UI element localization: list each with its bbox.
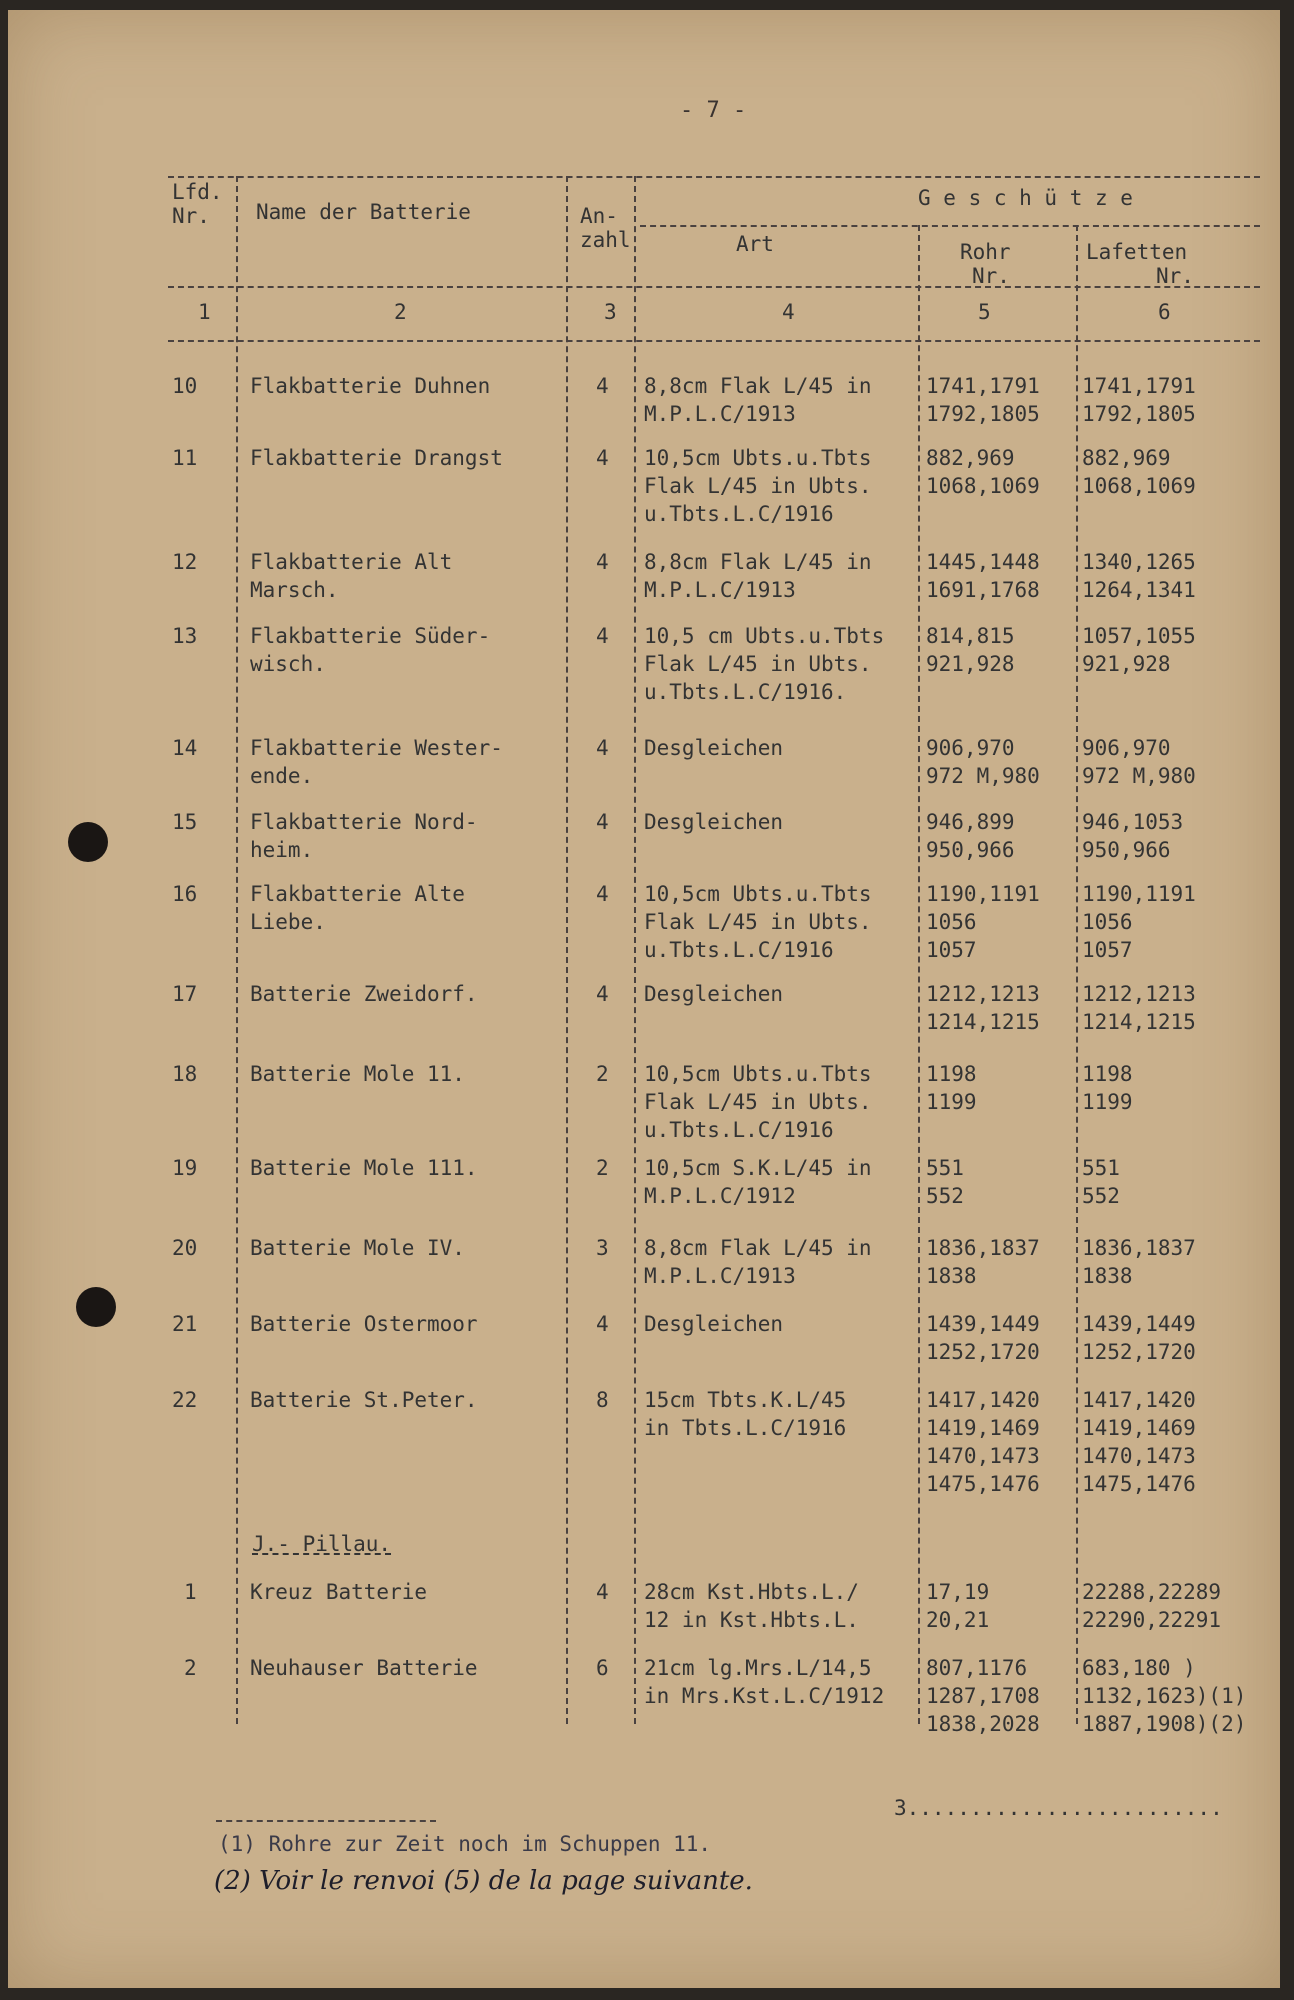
table-row-art-line: Flak L/45 in Ubts. — [644, 910, 872, 934]
pillau-row-anzahl-line: 4 — [596, 1580, 609, 1604]
pillau-row-nr-line: 1 — [184, 1580, 197, 1604]
table-row-lafetten-nr-line: 1214,1215 — [1082, 1010, 1196, 1034]
table-row-anzahl — [596, 622, 609, 650]
table-row-name-line: Batterie St.Peter. — [250, 1388, 478, 1412]
table-row-name — [250, 1310, 478, 1338]
table-row-anzahl — [596, 808, 609, 836]
table-row-rohr-nr — [926, 622, 1015, 678]
pillau-row-rohr-nr-line: 807,1176 — [926, 1656, 1028, 1680]
header-bottom-rule — [168, 340, 1260, 342]
table-row-rohr-nr — [926, 1310, 1040, 1366]
header-art: Art — [736, 232, 774, 256]
table-row-lafetten-nr-line: 1741,1791 — [1082, 374, 1196, 398]
table-row-lafetten-nr-line: 1198 — [1082, 1062, 1133, 1086]
pillau-row-name-line: Kreuz Batterie — [250, 1580, 428, 1604]
table-row-rohr-nr-line: 1057 — [926, 938, 977, 962]
table-row-anzahl-line: 4 — [596, 446, 609, 470]
table-row-lafetten-nr-line: 1068,1069 — [1082, 474, 1196, 498]
table-row-anzahl — [596, 444, 609, 472]
table-row-nr-line: 10 — [172, 374, 198, 398]
table-row-lafetten-nr — [1082, 548, 1196, 604]
table-row-art-line: Flak L/45 in Ubts. — [644, 1090, 872, 1114]
pillau-row-rohr-nr-line: 1838,2028 — [926, 1712, 1040, 1736]
table-row-nr-line: 15 — [172, 810, 198, 834]
table-row-art-line: 10,5cm Ubts.u.Tbts — [644, 446, 872, 470]
footnote-rule — [216, 1820, 436, 1822]
pillau-row-lafetten-nr-line: 1132,1623)(1) — [1082, 1684, 1247, 1708]
header-geschuetze: G e s c h ü t z e — [918, 186, 1133, 210]
table-row-lafetten-nr-line: 1340,1265 — [1082, 550, 1196, 574]
table-row-rohr-nr-line: 1252,1720 — [926, 1340, 1040, 1364]
table-row-nr — [172, 1154, 197, 1182]
table-row-art — [644, 372, 872, 428]
table-row-anzahl — [596, 880, 609, 908]
column-divider-4 — [918, 225, 920, 1724]
table-row-rohr-nr-line: 882,969 — [926, 446, 1015, 470]
pillau-row-art-line: 28cm Kst.Hbts.L./ — [644, 1580, 859, 1604]
column-divider-5 — [1076, 225, 1078, 1724]
table-row-art — [644, 808, 783, 836]
table-row-anzahl — [596, 1310, 609, 1338]
table-row-art-line: u.Tbts.L.C/1916 — [644, 938, 834, 962]
table-row-name-line: heim. — [250, 838, 314, 862]
table-row-rohr-nr — [926, 444, 1040, 500]
table-row-name — [250, 980, 478, 1008]
table-row-lafetten-nr — [1082, 622, 1196, 678]
table-row-rohr-nr-line: 1838 — [926, 1264, 977, 1288]
pillau-row-lafetten-nr-line: 22288,22289 — [1082, 1580, 1222, 1604]
table-row-rohr-nr-line: 1792,1805 — [926, 402, 1040, 426]
table-row-name-line: Flakbatterie Süder- — [250, 624, 491, 648]
table-row-art-line: M.P.L.C/1913 — [644, 1264, 796, 1288]
table-row-nr — [172, 808, 197, 836]
table-row-nr-line: 17 — [172, 982, 198, 1006]
table-row-rohr-nr-line: 1212,1213 — [926, 982, 1040, 1006]
table-row-nr-line: 21 — [172, 1312, 198, 1336]
table-row-anzahl-line: 4 — [596, 982, 609, 1006]
table-row-art-line: 10,5cm S.K.L/45 in — [644, 1156, 872, 1180]
table-row-lafetten-nr-line: 1417,1420 — [1082, 1388, 1196, 1412]
col-number-2: 2 — [394, 300, 407, 324]
table-row-nr — [172, 372, 197, 400]
table-row-lafetten-nr-line: 1419,1469 — [1082, 1416, 1196, 1440]
table-row-rohr-nr — [926, 372, 1040, 428]
table-row-name-line: Flakbatterie Alte — [250, 882, 465, 906]
table-row-art-line: M.P.L.C/1912 — [644, 1184, 796, 1208]
table-row-lafetten-nr-line: 921,928 — [1082, 652, 1171, 676]
table-row-name-line: Flakbatterie Alt — [250, 550, 453, 574]
table-row-anzahl — [596, 372, 609, 400]
table-row-anzahl-line: 4 — [596, 624, 609, 648]
table-row-lafetten-nr-line: 946,1053 — [1082, 810, 1184, 834]
table-row-lafetten-nr-line: 882,969 — [1082, 446, 1171, 470]
header-anzahl: An- zahl — [580, 204, 631, 252]
table-row-rohr-nr — [926, 980, 1040, 1036]
table-row-art-line: Desgleichen — [644, 982, 784, 1006]
table-row-rohr-nr-line: 1068,1069 — [926, 474, 1040, 498]
table-row-name — [250, 1060, 465, 1088]
table-row-lafetten-nr-line: 1199 — [1082, 1090, 1133, 1114]
table-row-nr — [172, 622, 197, 650]
table-row-lafetten-nr-line: 1057 — [1082, 938, 1133, 962]
table-row-lafetten-nr-line: 552 — [1082, 1184, 1120, 1208]
table-row-art-line: 10,5cm Ubts.u.Tbts — [644, 882, 872, 906]
table-row-lafetten-nr-line: 1057,1055 — [1082, 624, 1196, 648]
table-row-name — [250, 372, 490, 400]
table-row-art-line: M.P.L.C/1913 — [644, 578, 796, 602]
table-row-nr — [172, 1310, 197, 1338]
table-row-art-line: in Tbts.L.C/1916 — [644, 1416, 847, 1440]
table-row-lafetten-nr-line: 906,970 — [1082, 736, 1171, 760]
table-row-art-line: Desgleichen — [644, 810, 784, 834]
pillau-row-lafetten-nr-line: 22290,22291 — [1082, 1608, 1222, 1632]
table-row-art-line: 10,5cm Ubts.u.Tbts — [644, 1062, 872, 1086]
table-row-art-line: Desgleichen — [644, 1312, 784, 1336]
table-row-rohr-nr-line: 1199 — [926, 1090, 977, 1114]
table-row-art — [644, 1234, 872, 1290]
table-row-name-line: Batterie Mole IV. — [250, 1236, 465, 1260]
table-row-nr — [172, 1234, 197, 1262]
table-row-nr-line: 13 — [172, 624, 198, 648]
page-number: - 7 - — [680, 98, 747, 123]
table-row-nr-line: 16 — [172, 882, 198, 906]
table-row-art-line: u.Tbts.L.C/1916. — [644, 680, 847, 704]
table-row-name-line: wisch. — [250, 652, 326, 676]
pillau-row-nr — [184, 1578, 197, 1606]
table-row-lafetten-nr — [1082, 808, 1183, 864]
table-row-anzahl-line: 4 — [596, 810, 609, 834]
table-row-rohr-nr-line: 950,966 — [926, 838, 1015, 862]
table-row-name-line: Batterie Ostermoor — [250, 1312, 478, 1336]
table-row-lafetten-nr-line: 950,966 — [1082, 838, 1171, 862]
pillau-row-lafetten-nr — [1082, 1578, 1221, 1634]
pillau-row-rohr-nr — [926, 1654, 1040, 1738]
table-row-rohr-nr — [926, 1386, 1040, 1498]
table-row-lafetten-nr-line: 1836,1837 — [1082, 1236, 1196, 1260]
table-row-name-line: ende. — [250, 764, 314, 788]
table-row-lafetten-nr-line: 1264,1341 — [1082, 578, 1196, 602]
table-row-art-line: 15cm Tbts.K.L/45 — [644, 1388, 847, 1412]
pillau-row-name — [250, 1654, 478, 1682]
table-row-anzahl — [596, 980, 609, 1008]
table-row-art-line: Flak L/45 in Ubts. — [644, 474, 872, 498]
header-lfd-nr: Lfd. Nr. — [172, 180, 223, 228]
table-row-lafetten-nr — [1082, 880, 1196, 964]
col-number-5: 5 — [978, 300, 991, 324]
geschuetze-underline-rule — [640, 225, 1260, 227]
table-row-lafetten-nr-line: 1212,1213 — [1082, 982, 1196, 1006]
table-row-nr-line: 18 — [172, 1062, 198, 1086]
table-row-rohr-nr-line: 921,928 — [926, 652, 1015, 676]
table-row-name-line: Liebe. — [250, 910, 326, 934]
column-divider-1 — [236, 176, 238, 1724]
table-row-lafetten-nr — [1082, 980, 1196, 1036]
pillau-row-lafetten-nr-line: 1887,1908)(2) — [1082, 1712, 1247, 1736]
table-row-lafetten-nr — [1082, 734, 1196, 790]
table-row-nr — [172, 1060, 197, 1088]
table-row-rohr-nr-line: 1198 — [926, 1062, 977, 1086]
table-row-name-line: Flakbatterie Duhnen — [250, 374, 491, 398]
table-row-lafetten-nr — [1082, 372, 1196, 428]
table-row-lafetten-nr-line: 1475,1476 — [1082, 1472, 1196, 1496]
table-row-rohr-nr-line: 1470,1473 — [926, 1444, 1040, 1468]
table-row-anzahl-line: 4 — [596, 374, 609, 398]
table-row-name — [250, 622, 490, 678]
pillau-row-anzahl-line: 6 — [596, 1656, 609, 1680]
table-row-lafetten-nr-line: 1056 — [1082, 910, 1133, 934]
pillau-row-anzahl — [596, 1654, 609, 1682]
table-row-rohr-nr-line: 1836,1837 — [926, 1236, 1040, 1260]
table-row-name-line: Batterie Mole 111. — [250, 1156, 478, 1180]
table-row-anzahl — [596, 1154, 609, 1182]
table-row-nr-line: 20 — [172, 1236, 198, 1260]
table-row-rohr-nr — [926, 808, 1015, 864]
table-row-name — [250, 808, 478, 864]
pillau-row-art-line: 21cm lg.Mrs.L/14,5 — [644, 1656, 872, 1680]
table-row-art-line: 8,8cm Flak L/45 in — [644, 1236, 872, 1260]
table-row-lafetten-nr-line: 551 — [1082, 1156, 1120, 1180]
table-row-art-line: u.Tbts.L.C/1916 — [644, 502, 834, 526]
table-row-lafetten-nr — [1082, 1386, 1196, 1498]
table-row-nr-line: 14 — [172, 736, 198, 760]
col-number-1: 1 — [198, 300, 211, 324]
table-row-nr-line: 22 — [172, 1388, 198, 1412]
table-row-anzahl — [596, 548, 609, 576]
footnote-2-handwritten: (2) Voir le renvoi (5) de la page suivante. — [214, 1866, 753, 1896]
pillau-row-rohr-nr — [926, 1578, 989, 1634]
table-row-rohr-nr-line: 1419,1469 — [926, 1416, 1040, 1440]
table-row-art — [644, 734, 783, 762]
table-row-nr-line: 19 — [172, 1156, 198, 1180]
table-row-rohr-nr-line: 1056 — [926, 910, 977, 934]
table-row-name — [250, 444, 503, 472]
table-row-art-line: 8,8cm Flak L/45 in — [644, 374, 872, 398]
table-row-lafetten-nr-line: 1439,1449 — [1082, 1312, 1196, 1336]
table-row-name — [250, 1154, 478, 1182]
col-number-6: 6 — [1158, 300, 1171, 324]
table-row-lafetten-nr — [1082, 1234, 1196, 1290]
table-row-anzahl-line: 4 — [596, 1312, 609, 1336]
pillau-row-art-line: 12 in Kst.Hbts.L. — [644, 1608, 859, 1632]
table-row-rohr-nr-line: 551 — [926, 1156, 964, 1180]
table-row-anzahl-line: 2 — [596, 1062, 609, 1086]
table-row-rohr-nr-line: 906,970 — [926, 736, 1015, 760]
pillau-row-rohr-nr-line: 1287,1708 — [926, 1684, 1040, 1708]
table-row-name-line: Batterie Zweidorf. — [250, 982, 478, 1006]
table-row-art — [644, 1154, 872, 1210]
table-row-name-line: Flakbatterie Nord- — [250, 810, 478, 834]
table-row-rohr-nr-line: 946,899 — [926, 810, 1015, 834]
table-row-rohr-nr — [926, 1234, 1040, 1290]
table-row-art — [644, 880, 872, 964]
pillau-row-name-line: Neuhauser Batterie — [250, 1656, 478, 1680]
header-rohr-nr: Rohr Nr. — [960, 240, 1011, 288]
table-row-art-line: 10,5 cm Ubts.u.Tbts — [644, 624, 885, 648]
table-row-lafetten-nr — [1082, 1310, 1196, 1366]
table-row-art — [644, 1060, 872, 1144]
table-row-rohr-nr-line: 972 M,980 — [926, 764, 1040, 788]
table-row-lafetten-nr-line: 1190,1191 — [1082, 882, 1196, 906]
header-name-der-batterie: Name der Batterie — [256, 200, 471, 224]
pillau-row-rohr-nr-line: 17,19 — [926, 1580, 990, 1604]
pillau-row-nr — [184, 1654, 197, 1682]
footnote-1: (1) Rohre zur Zeit noch im Schuppen 11. — [218, 1832, 712, 1856]
table-row-name-line: Batterie Mole 11. — [250, 1062, 465, 1086]
table-row-lafetten-nr-line: 972 M,980 — [1082, 764, 1196, 788]
table-row-anzahl — [596, 1386, 609, 1414]
continuation-marker: 3......................... — [894, 1796, 1223, 1820]
table-row-art-line: 8,8cm Flak L/45 in — [644, 550, 872, 574]
table-row-name-line: Flakbatterie Wester- — [250, 736, 503, 760]
table-row-name-line: Marsch. — [250, 578, 339, 602]
pillau-row-anzahl — [596, 1578, 609, 1606]
table-row-art-line: Desgleichen — [644, 736, 784, 760]
table-row-rohr-nr-line: 1214,1215 — [926, 1010, 1040, 1034]
table-row-lafetten-nr — [1082, 1060, 1133, 1116]
table-row-name — [250, 548, 452, 604]
table-row-art-line: Flak L/45 in Ubts. — [644, 652, 872, 676]
table-row-art — [644, 622, 884, 706]
table-row-rohr-nr-line: 552 — [926, 1184, 964, 1208]
table-row-art — [644, 980, 783, 1008]
column-divider-2 — [566, 176, 568, 1724]
table-row-anzahl-line: 8 — [596, 1388, 609, 1412]
table-row-name-line: Flakbatterie Drangst — [250, 446, 503, 470]
table-row-lafetten-nr — [1082, 444, 1196, 500]
table-row-rohr-nr-line: 1417,1420 — [926, 1388, 1040, 1412]
pillau-row-name — [250, 1578, 427, 1606]
pillau-row-art-line: in Mrs.Kst.L.C/1912 — [644, 1684, 885, 1708]
column-divider-3 — [634, 176, 636, 1724]
table-row-nr-line: 11 — [172, 446, 198, 470]
section-title-pillau: J.- Pillau. — [252, 1532, 392, 1556]
table-row-rohr-nr-line: 1439,1449 — [926, 1312, 1040, 1336]
table-row-nr — [172, 980, 197, 1008]
table-row-nr-line: 12 — [172, 550, 198, 574]
table-row-name — [250, 734, 503, 790]
table-row-nr — [172, 880, 197, 908]
table-row-lafetten-nr — [1082, 1154, 1120, 1210]
pillau-row-lafetten-nr — [1082, 1654, 1246, 1738]
table-row-anzahl-line: 4 — [596, 736, 609, 760]
table-row-nr — [172, 1386, 197, 1414]
table-row-rohr-nr — [926, 1154, 964, 1210]
table-row-name — [250, 1234, 465, 1262]
table-row-nr — [172, 548, 197, 576]
col-number-4: 4 — [782, 300, 795, 324]
table-row-rohr-nr — [926, 734, 1040, 790]
table-row-rohr-nr — [926, 880, 1040, 964]
table-row-name — [250, 1386, 478, 1414]
table-row-rohr-nr-line: 1445,1448 — [926, 550, 1040, 574]
table-row-lafetten-nr-line: 1838 — [1082, 1264, 1133, 1288]
table-row-anzahl — [596, 734, 609, 762]
table-row-rohr-nr — [926, 548, 1040, 604]
header-top-rule — [168, 176, 1260, 178]
table-row-lafetten-nr-line: 1252,1720 — [1082, 1340, 1196, 1364]
table-row-rohr-nr-line: 1190,1191 — [926, 882, 1040, 906]
table-row-nr — [172, 444, 197, 472]
table-row-art-line: M.P.L.C/1913 — [644, 402, 796, 426]
punch-hole-upper — [68, 822, 108, 862]
table-row-anzahl-line: 4 — [596, 550, 609, 574]
col-number-3: 3 — [604, 300, 617, 324]
pillau-row-nr-line: 2 — [184, 1656, 197, 1680]
pillau-row-rohr-nr-line: 20,21 — [926, 1608, 990, 1632]
pillau-row-art — [644, 1578, 859, 1634]
table-row-rohr-nr-line: 1475,1476 — [926, 1472, 1040, 1496]
table-row-rohr-nr-line: 1741,1791 — [926, 374, 1040, 398]
table-row-anzahl-line: 3 — [596, 1236, 609, 1260]
table-row-art — [644, 1310, 783, 1338]
table-row-lafetten-nr-line: 1470,1473 — [1082, 1444, 1196, 1468]
table-row-art — [644, 1386, 846, 1442]
table-row-anzahl — [596, 1060, 609, 1088]
table-row-rohr-nr-line: 814,815 — [926, 624, 1015, 648]
table-row-rohr-nr — [926, 1060, 977, 1116]
table-row-art — [644, 548, 872, 604]
header-lafetten-nr: Lafetten Nr. — [1086, 240, 1194, 288]
pillau-row-art — [644, 1654, 884, 1710]
table-row-name — [250, 880, 465, 936]
table-row-lafetten-nr-line: 1792,1805 — [1082, 402, 1196, 426]
table-row-art — [644, 444, 872, 528]
table-row-anzahl — [596, 1234, 609, 1262]
pillau-row-lafetten-nr-line: 683,180 ) — [1082, 1656, 1196, 1680]
punch-hole-lower — [76, 1287, 116, 1327]
table-row-anzahl-line: 2 — [596, 1156, 609, 1180]
table-row-art-line: u.Tbts.L.C/1916 — [644, 1118, 834, 1142]
table-row-anzahl-line: 4 — [596, 882, 609, 906]
table-row-nr — [172, 734, 197, 762]
table-row-rohr-nr-line: 1691,1768 — [926, 578, 1040, 602]
